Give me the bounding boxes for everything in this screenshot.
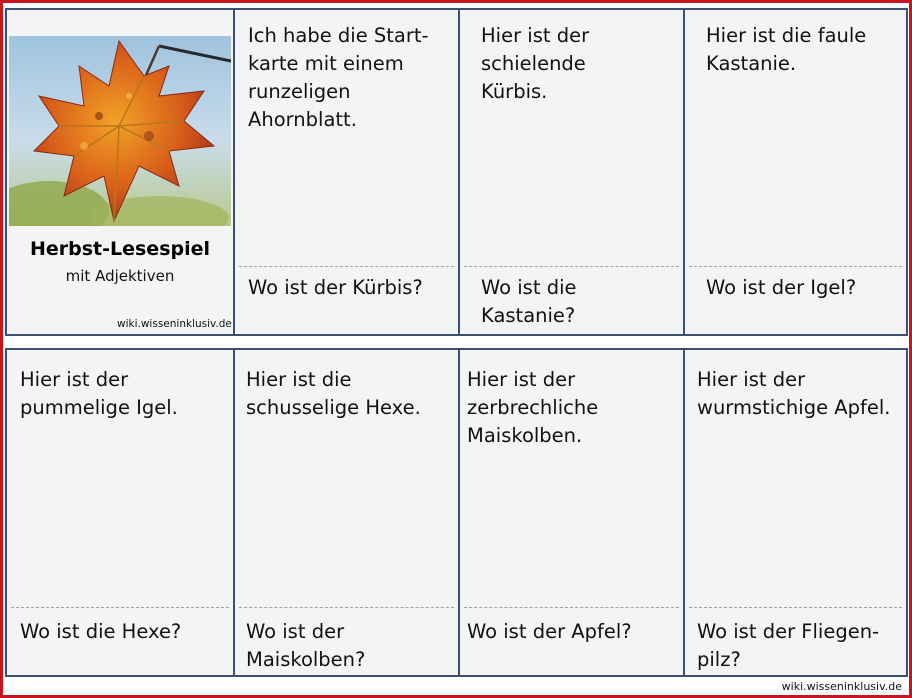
card-divider — [239, 607, 454, 608]
card-statement: Hier ist der wurmstichige Apfel. — [697, 368, 891, 419]
card-statement: Hier ist die schusselige Hexe. — [246, 368, 421, 419]
footer-credit: wiki.wisseninklusiv.de — [781, 680, 902, 693]
card-question: Wo ist der Maiskolben? — [246, 620, 366, 671]
game-subtitle: mit Adjektiven — [65, 267, 175, 285]
card-row-2 — [5, 348, 908, 677]
card-divider — [689, 607, 902, 608]
cover-card — [7, 10, 233, 334]
card-statement: Hier ist der zerbrechliche Maiskolben. — [467, 368, 599, 447]
domino-card — [458, 350, 683, 675]
card-question: Wo ist der Fliegen- pilz? — [697, 620, 880, 671]
domino-card — [683, 350, 906, 675]
card-divider — [464, 266, 679, 267]
card-divider — [239, 266, 454, 267]
card-divider — [11, 607, 229, 608]
card-question: Wo ist die Hexe? — [20, 620, 182, 643]
card-statement: Hier ist der pummelige Igel. — [20, 368, 178, 419]
card-question: Wo ist der Igel? — [706, 276, 857, 299]
domino-card — [458, 10, 683, 334]
domino-card — [233, 350, 458, 675]
maple-leaf-image — [9, 36, 231, 226]
game-title: Herbst-Lesespiel — [29, 238, 211, 260]
card-statement: Hier ist die faule Kastanie. — [706, 24, 867, 75]
card-statement: Hier ist der schielende Kürbis. — [481, 24, 590, 103]
card-question: Wo ist der Apfel? — [467, 620, 632, 643]
card-row-1 — [5, 8, 908, 336]
domino-card — [7, 350, 233, 675]
card-statement: Ich habe die Start- karte mit einem runzeligen Ahornblatt. — [248, 24, 429, 131]
domino-card — [683, 10, 906, 334]
card-divider — [689, 266, 902, 267]
card-question: Wo ist die Kastanie? — [481, 276, 577, 327]
domino-card — [233, 10, 458, 334]
card-divider — [464, 607, 679, 608]
cover-credit: wiki.wisseninklusiv.de — [117, 318, 232, 330]
card-question: Wo ist der Kürbis? — [248, 276, 423, 299]
